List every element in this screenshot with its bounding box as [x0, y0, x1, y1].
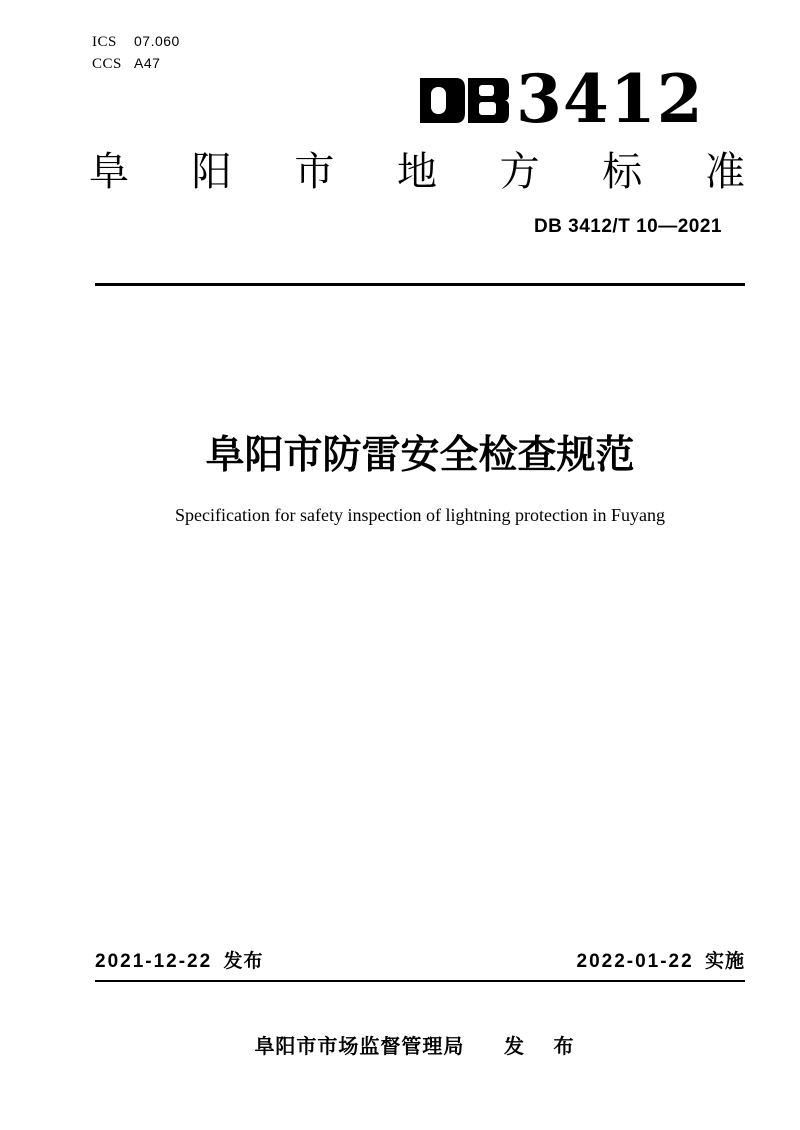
ics-row	[92, 33, 180, 55]
ics-label: ICS	[92, 34, 117, 50]
standard-name-char: 方	[499, 150, 540, 194]
title-english: Specification for safety inspection of lightning protection in Fuyang	[175, 505, 665, 525]
publisher-name: 阜阳市市场监督管理局	[254, 1036, 465, 1058]
publisher-row	[95, 1030, 745, 1059]
doc-number: DB 3412/T 10—2021	[533, 216, 722, 237]
issue-date-block	[95, 946, 264, 973]
implement-date-block	[577, 946, 746, 973]
standard-name-char: 准	[704, 150, 745, 194]
ics-value: 07.060	[134, 33, 180, 49]
standard-name-char: 标	[602, 150, 643, 194]
release-label: 发 布	[504, 1036, 586, 1058]
issue-label: 发布	[223, 951, 264, 972]
implement-label: 实施	[704, 951, 745, 972]
bottom-rule	[95, 980, 745, 982]
logo-number: 3412	[516, 60, 704, 138]
ccs-row	[92, 55, 180, 77]
ccs-label: CCS	[92, 56, 122, 72]
standard-name-char: 阜	[89, 150, 129, 194]
issue-date: 2021-12-22	[95, 951, 213, 972]
dates-row	[95, 946, 745, 973]
title-chinese: 阜阳市防雷安全检查规范	[205, 434, 635, 477]
standard-name-char: 阳	[191, 150, 232, 194]
top-rule	[95, 283, 745, 286]
standard-name-char: 地	[396, 150, 437, 194]
implement-date: 2022-01-22	[576, 951, 694, 972]
db-logo-icon	[420, 70, 509, 123]
standard-name-char: 市	[294, 150, 335, 194]
db-standard-logo	[420, 60, 704, 138]
classification-codes	[92, 33, 180, 77]
ccs-value: A47	[134, 55, 161, 71]
standard-name	[89, 150, 745, 194]
